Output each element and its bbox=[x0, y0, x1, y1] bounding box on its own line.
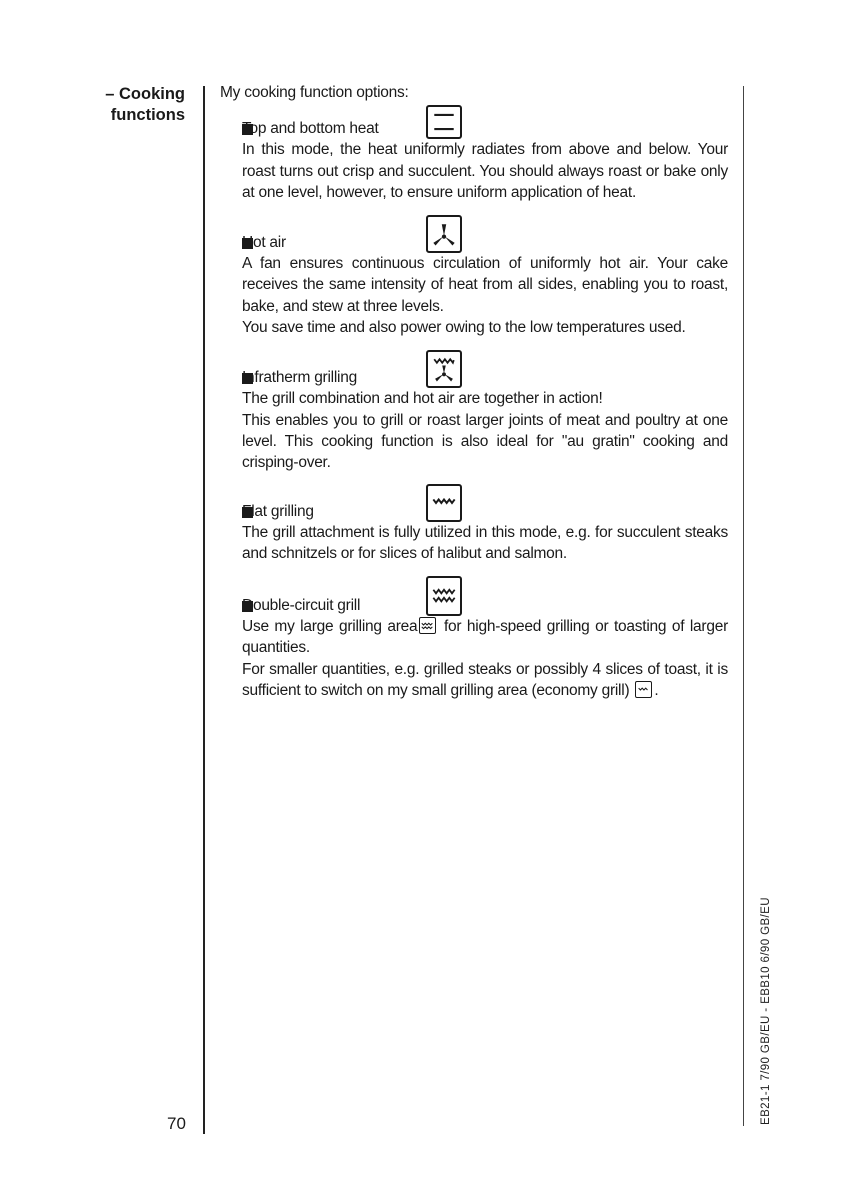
function-title: Flat grilling bbox=[242, 502, 314, 520]
top-bottom-heat-icon bbox=[426, 105, 462, 139]
function-description: A fan ensures continuous circulation of uniformly hot air. Your cake receives the same intensity of heat from all sides, enabling you to roast, bake, and stew at three levels. bbox=[242, 255, 728, 315]
section-title bbox=[105, 84, 185, 126]
function-description: For smaller quantities, e.g. grilled steaks or possibly 4 slices of toast, it is sufficient to switch on my small grilling area (economy grill) . bbox=[242, 660, 728, 700]
function-title: Double-circuit grill bbox=[242, 597, 361, 615]
function-description: In this mode, the heat uniformly radiates from above and below. Your roast turns out crisp and succulent. You should always roast or bake only at one level, however, to ensure uniform application of heat. bbox=[242, 141, 728, 201]
function-title: Top and bottom heat bbox=[242, 120, 379, 138]
small-grill-area-icon bbox=[635, 681, 652, 698]
left-margin-rule bbox=[203, 86, 205, 1134]
function-description: This enables you to grill or roast larger joints of meat and poultry at one level. This cooking function is also ideal for "au gratin" cooking and crisping-over. bbox=[242, 411, 728, 472]
function-item-infratherm-grilling bbox=[220, 356, 728, 473]
grill-fan-icon bbox=[426, 350, 462, 388]
function-title: Infratherm grilling bbox=[242, 369, 357, 387]
flat-grill-icon bbox=[426, 484, 462, 522]
main-content bbox=[220, 82, 728, 701]
function-description: You save time and also power owing to the low temperatures used. bbox=[242, 319, 686, 337]
function-item-double-circuit-grill bbox=[220, 582, 728, 701]
page-number: 70 bbox=[167, 1114, 186, 1133]
fan-icon bbox=[426, 215, 462, 253]
intro-text: My cooking function options: bbox=[220, 84, 409, 101]
function-item-flat-grilling bbox=[220, 492, 728, 565]
section-title-line2: functions bbox=[110, 106, 185, 124]
document-code: EB21-1 7/90 GB/EU - EBB10 6/90 GB/EU bbox=[760, 897, 772, 1125]
function-title: Hot air bbox=[242, 234, 286, 252]
double-grill-icon bbox=[426, 576, 462, 616]
function-description: The grill combination and hot air are together in action! bbox=[242, 390, 603, 408]
function-item-hot-air bbox=[220, 221, 728, 338]
function-description: Use my large grilling area for high-speed grilling or toasting of larger quantities. bbox=[242, 618, 728, 657]
function-item-top-bottom-heat bbox=[220, 113, 728, 203]
large-grill-area-icon bbox=[419, 617, 436, 634]
right-margin-rule bbox=[743, 86, 744, 1126]
function-description: The grill attachment is fully utilized in this mode, e.g. for succulent steaks and schnitzels or for slices of halibut and salmon. bbox=[242, 523, 728, 562]
section-title-line1: – Cooking bbox=[105, 85, 185, 103]
